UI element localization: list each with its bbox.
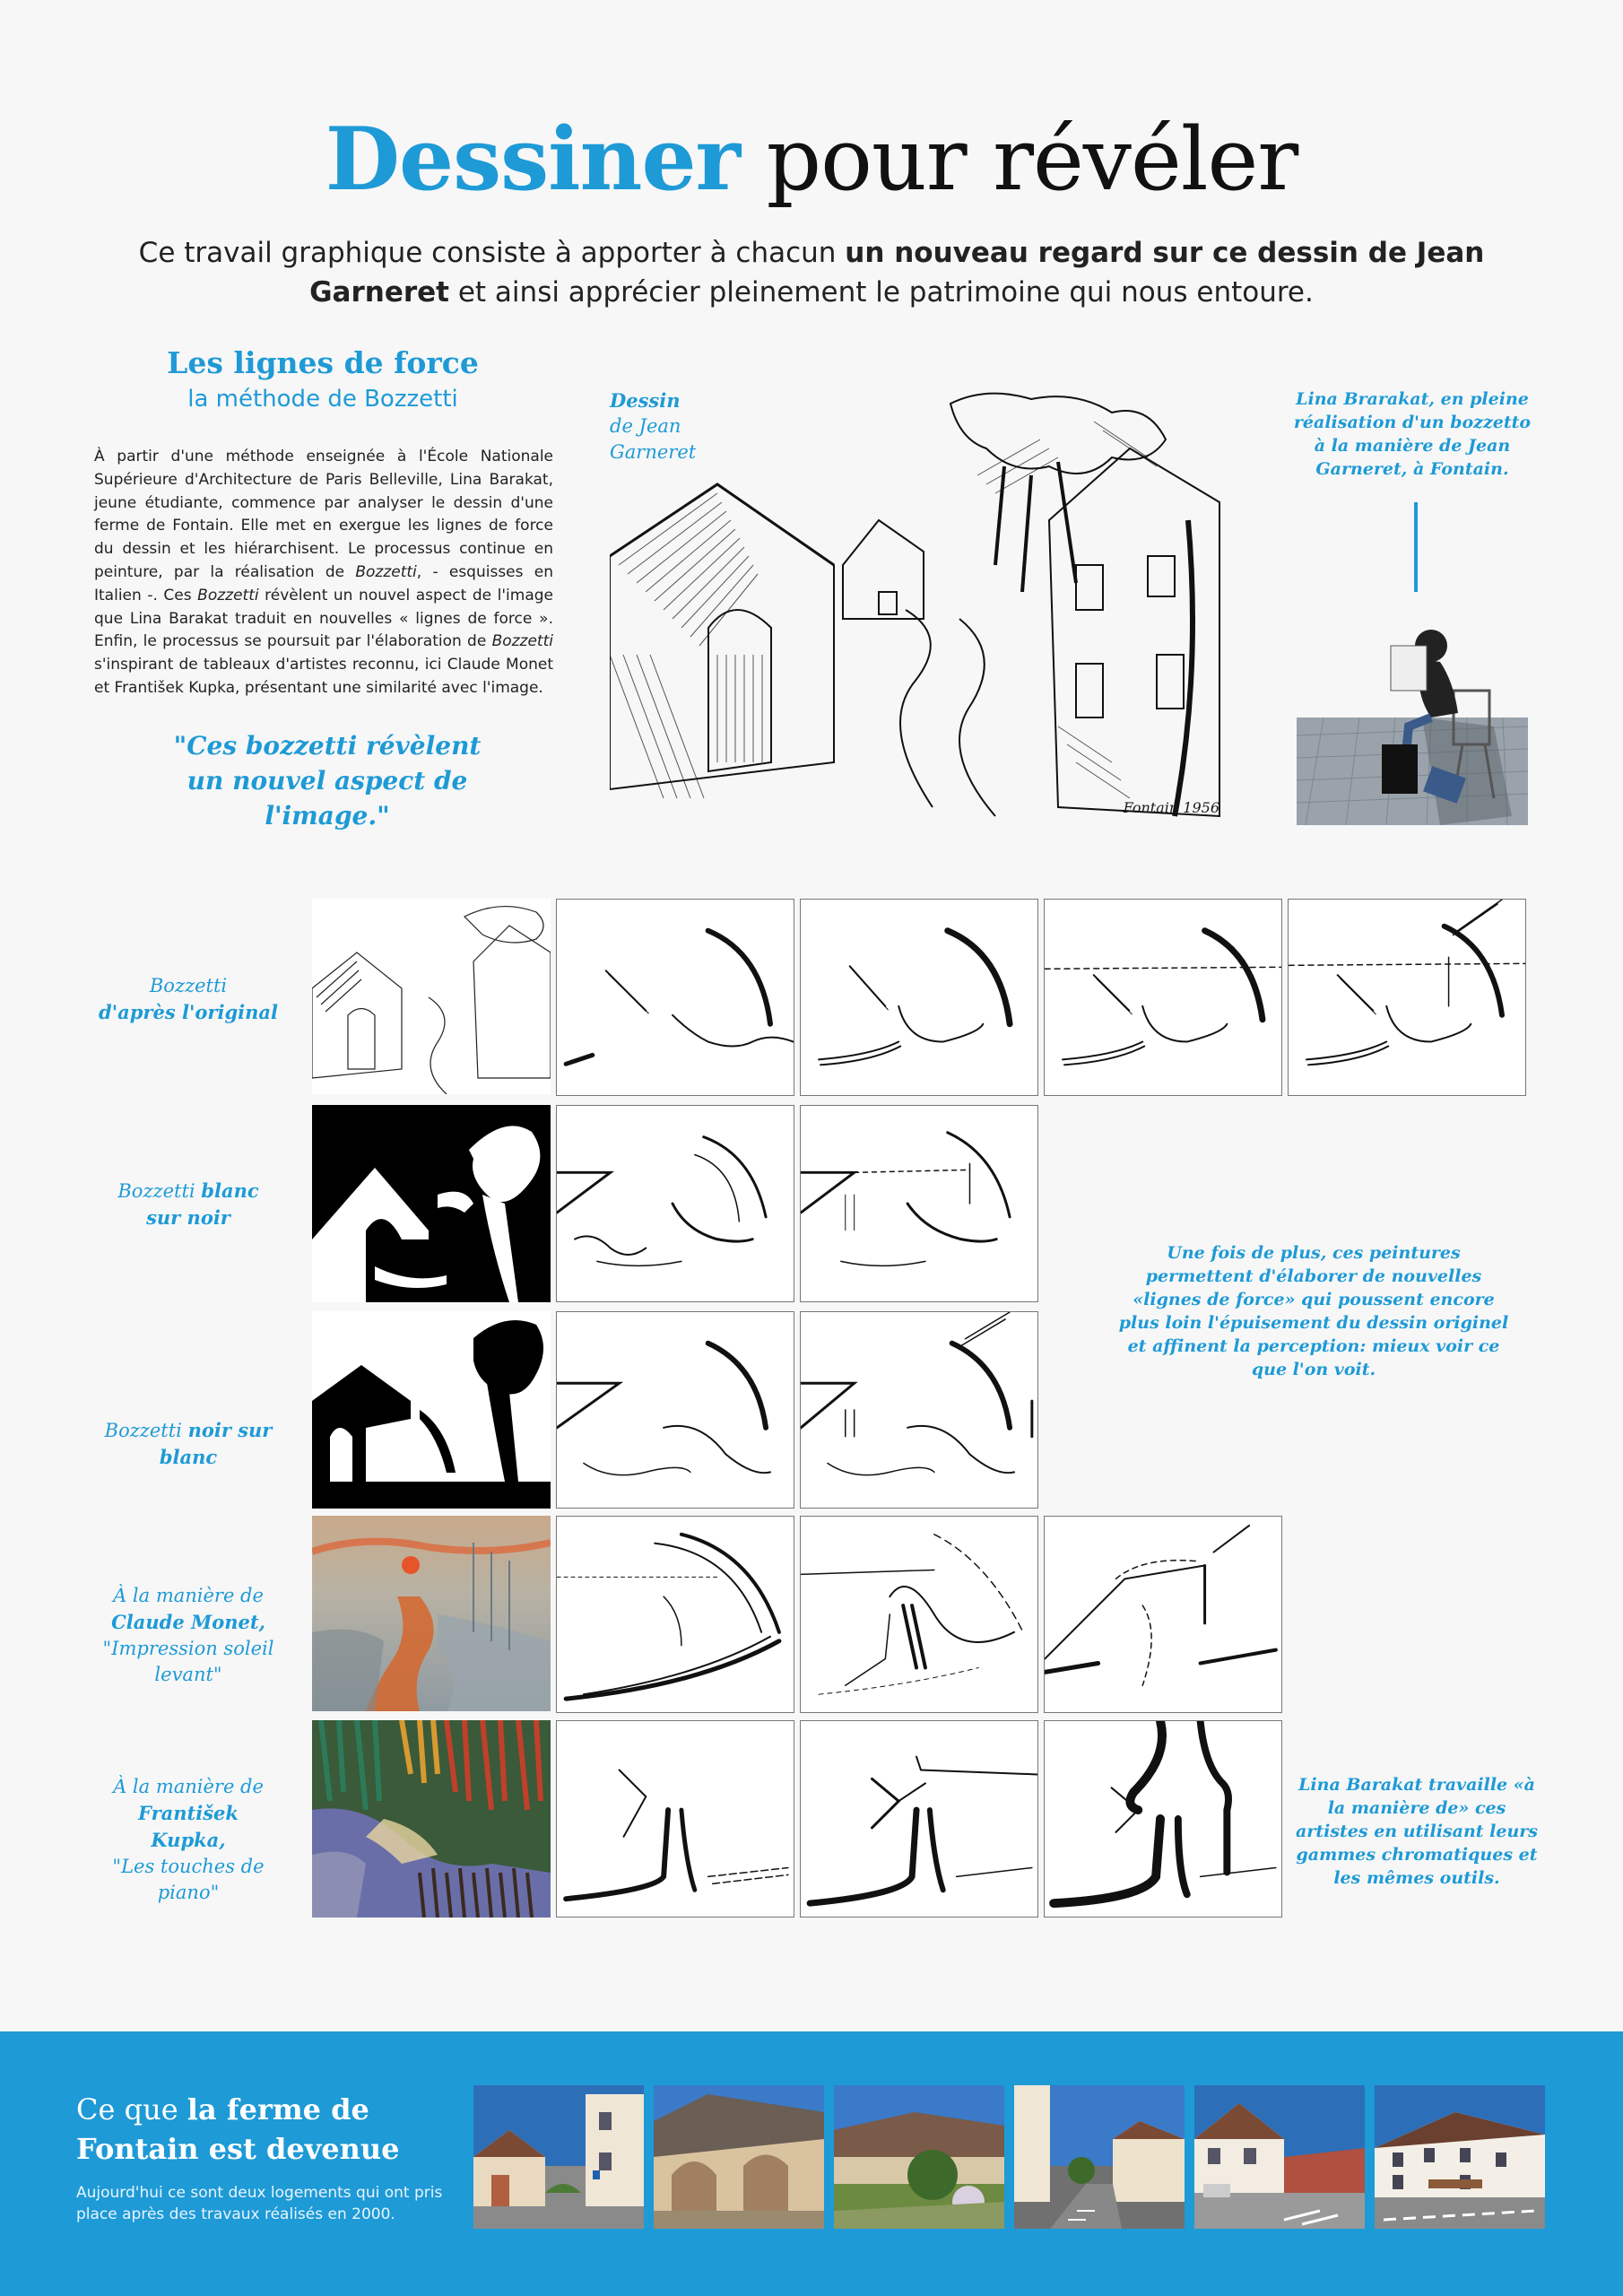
bozzetto-monet-2 (800, 1516, 1038, 1713)
subtitle (135, 233, 1488, 312)
row-label-monet (99, 1583, 278, 1688)
farm-photo-5 (1194, 2085, 1365, 2229)
farm-photo-6 (1375, 2085, 1545, 2229)
intro-text-a: À partir d'une méthode enseignée à l'École Nationale Supérieure d'Architecture de Paris Belleville, Lina Barakat, jeune étudiante, commence par analyser le dessin d'une ferme de Fontain. Elle met en exergue les lignes de force du dessin et les hiérarchisent. Le processus continue en peinture, par la réalisation de (94, 448, 553, 581)
bozzetto-bow-1 (556, 1311, 794, 1509)
row-label-black-on-white (99, 1417, 278, 1471)
row-label-monet-a: À la manière de (113, 1585, 264, 1606)
section-subtitle: la méthode de Bozzetti (187, 386, 458, 413)
row-label-monet-b: Claude Monet, (111, 1611, 265, 1633)
farm-photo-1 (473, 2085, 644, 2229)
monet-painting-thumb (312, 1516, 551, 1711)
row-label-kupka-c: "Les touches de piano" (112, 1856, 265, 1903)
intro-text-d: s'inspirant de tableaux d'artistes reconnu, ici Claude Monet et František Kupka, présentant une similarité avec l'image. (94, 656, 553, 697)
intro-text-c: révèlent un nouvel aspect de l'image que Lina Barakat traduit en nouvelles « lignes de force ». Enfin, le processus se poursuit par l'élaboration de (94, 586, 553, 651)
photo-caption: Lina Brarakat, en pleine réalisation d'un bozzetto à la manière de Jean Garneret, à Fontain. (1293, 389, 1532, 479)
subtitle-bold: un nouveau regard sur ce dessin de Jean Garneret (309, 237, 1485, 309)
farm-photo-2 (654, 2085, 824, 2229)
row-label-monet-c: "Impression soleil levant" (102, 1638, 274, 1685)
pull-quote: "Ces bozzetti révèlent un nouvel aspect de l'image." (173, 731, 482, 831)
footer-title (76, 2090, 453, 2169)
drawing-signature: Fontain 1956 (1123, 799, 1219, 816)
title-highlight: Dessiner (325, 109, 741, 210)
bozzetto-monet-3 (1044, 1516, 1282, 1713)
footer-band (0, 2031, 1623, 2296)
note-artists-manner: Lina Barakat travaille «à la manière de» ces artistes en utilisant leurs gammes chromatiques et les mêmes outils. (1296, 1775, 1538, 1888)
footer-title-b: la ferme de Fontain est devenue (76, 2092, 400, 2166)
drawing-caption-line3: Garneret (610, 441, 697, 463)
student-photo (1297, 592, 1528, 825)
section-title: Les lignes de force (167, 345, 479, 380)
drawing-caption-line1: Dessin (610, 389, 681, 412)
row-label-original-a: Bozzetti (149, 975, 228, 996)
note-lines-of-force: Une fois de plus, ces peintures permettent d'élaborer de nouvelles «lignes de force» qui poussent encore plus loin l'épuisement du dessin originel et affinent la perception: mieux voir ce que l'on voit. (1118, 1243, 1509, 1379)
bozzetto-original-3 (1044, 899, 1282, 1096)
row-label-bow-a: Bozzetti (104, 1420, 182, 1441)
bozzetto-kupka-3 (1044, 1720, 1282, 1918)
intro-paragraph (94, 446, 553, 700)
intro-text-b: , - esquisses en Italien -. Ces (94, 562, 553, 604)
bozzetto-bow-2 (800, 1311, 1038, 1509)
row-label-kupka-a: À la manière de (113, 1776, 264, 1797)
row-label-wob-b: blanc sur noir (146, 1179, 259, 1229)
kupka-painting-thumb (312, 1720, 551, 1918)
bozzetti-black-on-white-thumb (312, 1311, 551, 1509)
title-rest: pour révéler (766, 109, 1298, 210)
garneret-drawing (610, 386, 1255, 825)
bozzetto-wob-1 (556, 1105, 794, 1302)
intro-italic-2: Bozzetti (197, 586, 259, 604)
footer-title-a: Ce que (76, 2092, 187, 2126)
footer-text: Aujourd'hui ce sont deux logements qui ont pris place après des travaux réalisés en 2000. (76, 2184, 443, 2223)
intro-italic-1: Bozzetti (355, 562, 417, 581)
bozzetto-original-4 (1288, 899, 1526, 1096)
page-title (0, 106, 1623, 213)
subtitle-part2: et ainsi apprécier pleinement le patrimoine qui nous entoure. (449, 276, 1314, 309)
row-label-original (99, 973, 278, 1026)
row-label-white-on-black (99, 1178, 278, 1231)
bozzetto-original-1 (556, 899, 794, 1096)
farm-photo-3 (834, 2085, 1004, 2229)
row-label-wob-a: Bozzetti (117, 1180, 195, 1202)
row-label-bow-b: noir sur blanc (159, 1419, 273, 1468)
bozzetto-wob-2 (800, 1105, 1038, 1302)
bozzetti-original-thumb (312, 899, 551, 1094)
bozzetto-monet-1 (556, 1516, 794, 1713)
row-label-original-b: d'après l'original (99, 1001, 278, 1023)
farm-photo-4 (1014, 2085, 1185, 2229)
bozzetto-kupka-1 (556, 1720, 794, 1918)
bozzetti-white-on-black-thumb (312, 1105, 551, 1302)
subtitle-part1: Ce travail graphique consiste à apporter à chacun (138, 237, 846, 269)
row-label-kupka (99, 1774, 278, 1906)
intro-italic-3: Bozzetti (491, 632, 553, 651)
bozzetto-original-2 (800, 899, 1038, 1096)
drawing-caption-line2: de Jean (610, 415, 681, 437)
bozzetto-kupka-2 (800, 1720, 1038, 1918)
row-label-kupka-b: František Kupka, (138, 1802, 239, 1851)
